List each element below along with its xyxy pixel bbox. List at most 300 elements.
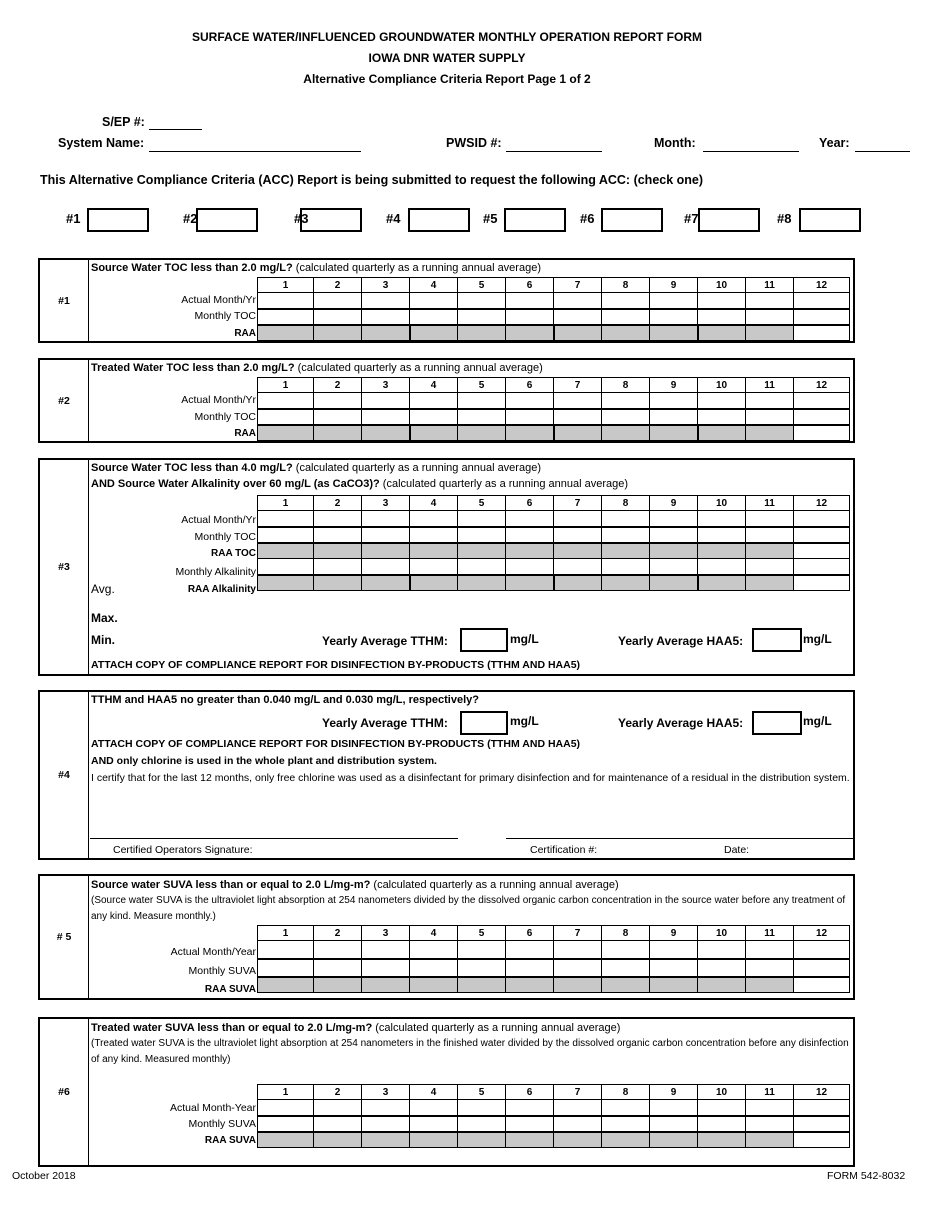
data-cell[interactable]	[746, 1116, 794, 1132]
grid-row	[258, 1100, 850, 1116]
data-cell[interactable]	[746, 293, 794, 309]
data-cell[interactable]	[650, 527, 698, 543]
raa-shaded-cell	[506, 425, 554, 441]
raa-shaded-cell	[314, 575, 362, 591]
signature-line[interactable]	[90, 837, 458, 839]
grid-row	[258, 575, 850, 591]
row-label: Monthly SUVA	[188, 1118, 256, 1130]
data-cell[interactable]	[410, 1116, 458, 1132]
data-cell[interactable]	[554, 511, 602, 527]
section-3-title	[91, 462, 541, 474]
haa5-input[interactable]	[752, 711, 802, 735]
data-cell[interactable]	[458, 409, 506, 425]
data-cell[interactable]	[554, 409, 602, 425]
page-title: Alternative Compliance Criteria Report Page 1 of 2	[303, 72, 591, 86]
raa-shaded-cell	[314, 325, 362, 341]
grid-row	[258, 977, 850, 993]
data-grid	[257, 377, 850, 441]
data-cell[interactable]	[458, 1100, 506, 1116]
data-cell[interactable]	[602, 293, 650, 309]
data-cell[interactable]	[258, 1100, 314, 1116]
data-cell[interactable]	[314, 293, 362, 309]
data-cell[interactable]	[650, 309, 698, 325]
row-label: Monthly SUVA	[188, 965, 256, 977]
data-cell[interactable]	[506, 409, 554, 425]
data-cell[interactable]	[410, 293, 458, 309]
raa-shaded-cell	[314, 977, 362, 993]
raa-shaded-cell	[258, 1132, 314, 1148]
month-header: 5	[458, 926, 506, 941]
data-cell[interactable]	[458, 1116, 506, 1132]
raa-shaded-cell	[698, 325, 746, 341]
data-cell[interactable]	[698, 1116, 746, 1132]
data-cell[interactable]	[258, 309, 314, 325]
data-cell[interactable]	[458, 941, 506, 959]
month-field[interactable]	[703, 150, 799, 152]
data-cell[interactable]	[794, 511, 850, 527]
month-header: 10	[698, 1085, 746, 1100]
raa-shaded-cell	[362, 543, 410, 559]
data-cell[interactable]	[314, 1116, 362, 1132]
row-label: RAA	[234, 328, 256, 339]
raa-shaded-cell	[650, 977, 698, 993]
data-cell[interactable]	[554, 393, 602, 409]
month-header: 3	[362, 278, 410, 293]
acc-option-8-label: #8	[777, 211, 792, 226]
data-cell[interactable]	[362, 409, 410, 425]
data-cell[interactable]	[410, 527, 458, 543]
acc-option-3-checkbox[interactable]	[300, 208, 362, 232]
grid-row	[258, 1116, 850, 1132]
data-cell[interactable]	[698, 941, 746, 959]
section-3	[38, 458, 855, 676]
raa-shaded-cell	[458, 977, 506, 993]
month-header: 7	[554, 278, 602, 293]
data-cell[interactable]	[258, 941, 314, 959]
month-label: Month:	[654, 136, 696, 150]
grid-row	[258, 941, 850, 959]
grid-row	[258, 1085, 850, 1100]
grid-row	[258, 278, 850, 293]
month-header: 11	[746, 378, 794, 393]
month-header: 12	[794, 378, 850, 393]
raa-shaded-cell	[602, 1132, 650, 1148]
raa-shaded-cell	[698, 977, 746, 993]
grid-row	[258, 293, 850, 309]
data-cell[interactable]	[314, 511, 362, 527]
data-cell[interactable]	[698, 293, 746, 309]
attach-note: ATTACH COPY OF COMPLIANCE REPORT FOR DISINFECTION BY-PRODUCTS (TTHM AND HAA5)	[91, 659, 581, 671]
data-cell[interactable]	[458, 393, 506, 409]
month-header: 2	[314, 278, 362, 293]
section-5-title-rest: (calculated quarterly as a running annual average)	[370, 879, 619, 891]
tthm-input[interactable]	[460, 628, 508, 652]
month-header: 3	[362, 926, 410, 941]
raa-shaded-cell	[698, 425, 746, 441]
data-cell[interactable]	[794, 1116, 850, 1132]
month-header: 4	[410, 278, 458, 293]
month-header: 12	[794, 496, 850, 511]
section-6-title-bold: Treated water SUVA less than or equal to 2.0 L/mg-m?	[91, 1022, 373, 1034]
grid-row	[258, 309, 850, 325]
section-6-number: #6	[40, 1019, 89, 1165]
raa-input-cell[interactable]	[794, 1132, 850, 1148]
acc-option-3-label: #3	[294, 211, 309, 226]
data-cell[interactable]	[602, 511, 650, 527]
data-cell[interactable]	[650, 1100, 698, 1116]
sep-label: S/EP #:	[102, 115, 145, 129]
raa-shaded-cell	[410, 325, 458, 341]
data-cell[interactable]	[650, 293, 698, 309]
data-cell[interactable]	[794, 527, 850, 543]
data-cell[interactable]	[602, 959, 650, 977]
data-cell[interactable]	[554, 1100, 602, 1116]
month-header: 8	[602, 496, 650, 511]
month-header: 11	[746, 1085, 794, 1100]
data-cell[interactable]	[314, 959, 362, 977]
data-cell[interactable]	[650, 941, 698, 959]
row-label: Actual Month/Year	[170, 946, 256, 958]
data-cell[interactable]	[362, 959, 410, 977]
data-cell[interactable]	[506, 527, 554, 543]
month-header: 6	[506, 278, 554, 293]
data-cell[interactable]	[554, 527, 602, 543]
raa-shaded-cell	[698, 1132, 746, 1148]
data-cell[interactable]	[602, 1100, 650, 1116]
section-6	[38, 1017, 855, 1167]
month-header: 7	[554, 926, 602, 941]
data-cell[interactable]	[602, 1116, 650, 1132]
raa-shaded-cell	[258, 325, 314, 341]
data-cell[interactable]	[362, 527, 410, 543]
acc-option-1-checkbox[interactable]	[87, 208, 149, 232]
acc-option-5-label: #5	[483, 211, 498, 226]
acc-option-4-checkbox[interactable]	[408, 208, 470, 232]
month-header: 11	[746, 496, 794, 511]
data-cell[interactable]	[314, 393, 362, 409]
data-cell[interactable]	[746, 941, 794, 959]
data-cell[interactable]	[506, 511, 554, 527]
data-cell[interactable]	[458, 293, 506, 309]
month-header: 8	[602, 378, 650, 393]
data-cell[interactable]	[506, 941, 554, 959]
data-cell[interactable]	[458, 559, 506, 575]
data-cell[interactable]	[794, 409, 850, 425]
data-cell[interactable]	[602, 559, 650, 575]
month-header: 5	[458, 1085, 506, 1100]
section-1-title-rest: (calculated quarterly as a running annual average)	[292, 262, 541, 274]
grid-row	[258, 511, 850, 527]
data-cell[interactable]	[410, 1100, 458, 1116]
acc-option-5-checkbox[interactable]	[504, 208, 566, 232]
section-2-number: #2	[40, 360, 89, 441]
data-cell[interactable]	[554, 1116, 602, 1132]
section-4-number: #4	[40, 692, 89, 858]
data-cell[interactable]	[258, 1116, 314, 1132]
data-cell[interactable]	[458, 527, 506, 543]
data-cell[interactable]	[258, 959, 314, 977]
raa-shaded-cell	[506, 1132, 554, 1148]
month-header: 12	[794, 1085, 850, 1100]
avg-label: Avg.	[91, 582, 115, 596]
raa-shaded-cell	[650, 543, 698, 559]
agency-title: IOWA DNR WATER SUPPLY	[368, 51, 526, 65]
data-cell[interactable]	[410, 309, 458, 325]
tthm-input[interactable]	[460, 711, 508, 735]
data-cell[interactable]	[458, 511, 506, 527]
raa-shaded-cell	[458, 543, 506, 559]
grid-row	[258, 559, 850, 575]
month-header: 1	[258, 926, 314, 941]
section-2	[38, 358, 855, 443]
month-header: 3	[362, 378, 410, 393]
acc-option-1-label: #1	[66, 211, 81, 226]
data-cell[interactable]	[506, 959, 554, 977]
grid-row	[258, 425, 850, 441]
data-cell[interactable]	[314, 309, 362, 325]
data-grid	[257, 1084, 850, 1148]
pwsid-field[interactable]	[506, 150, 602, 152]
section-4	[38, 690, 855, 860]
raa-input-cell[interactable]	[794, 575, 850, 591]
data-cell[interactable]	[698, 409, 746, 425]
data-cell[interactable]	[314, 1100, 362, 1116]
raa-input-cell[interactable]	[794, 325, 850, 341]
raa-shaded-cell	[746, 1132, 794, 1148]
data-cell[interactable]	[746, 1100, 794, 1116]
data-cell[interactable]	[506, 559, 554, 575]
data-cell[interactable]	[698, 1100, 746, 1116]
data-cell[interactable]	[650, 393, 698, 409]
date-label: Date:	[724, 844, 750, 856]
data-cell[interactable]	[698, 959, 746, 977]
data-cell[interactable]	[746, 409, 794, 425]
data-cell[interactable]	[410, 559, 458, 575]
raa-shaded-cell	[458, 1132, 506, 1148]
data-cell[interactable]	[362, 559, 410, 575]
section-5-title	[91, 879, 619, 891]
raa-shaded-cell	[458, 325, 506, 341]
section-6-title	[91, 1022, 620, 1034]
data-cell[interactable]	[794, 309, 850, 325]
section-6-title-rest: (calculated quarterly as a running annual average)	[372, 1022, 621, 1034]
data-cell[interactable]	[506, 309, 554, 325]
raa-shaded-cell	[554, 575, 602, 591]
data-cell[interactable]	[410, 941, 458, 959]
acc-request-text: This Alternative Compliance Criteria (ACC) Report is being submitted to request the following ACC: (check one)	[40, 173, 704, 187]
pwsid-label: PWSID #:	[446, 136, 502, 150]
system-name-field[interactable]	[149, 150, 361, 152]
row-label: Monthly TOC	[194, 531, 256, 543]
data-cell[interactable]	[698, 559, 746, 575]
data-cell[interactable]	[602, 527, 650, 543]
tthm-unit: mg/L	[510, 632, 539, 646]
raa-shaded-cell	[602, 325, 650, 341]
data-cell[interactable]	[794, 941, 850, 959]
data-cell[interactable]	[258, 393, 314, 409]
section-3-title-2	[91, 478, 628, 490]
acc-option-7-checkbox[interactable]	[698, 208, 760, 232]
row-label: RAA SUVA	[204, 984, 256, 995]
data-cell[interactable]	[746, 511, 794, 527]
data-cell[interactable]	[458, 309, 506, 325]
data-cell[interactable]	[698, 527, 746, 543]
data-cell[interactable]	[554, 959, 602, 977]
haa5-input[interactable]	[752, 628, 802, 652]
data-cell[interactable]	[258, 511, 314, 527]
raa-shaded-cell	[258, 543, 314, 559]
grid-row	[258, 1132, 850, 1148]
sep-field[interactable]	[149, 128, 202, 130]
grid-row	[258, 496, 850, 511]
month-header: 5	[458, 496, 506, 511]
data-cell[interactable]	[362, 1100, 410, 1116]
row-label: RAA SUVA	[204, 1135, 256, 1146]
section-1-title-bold: Source Water TOC less than 2.0 mg/L?	[91, 262, 293, 274]
grid-row	[258, 959, 850, 977]
data-cell[interactable]	[362, 309, 410, 325]
data-cell[interactable]	[746, 959, 794, 977]
data-cell[interactable]	[746, 393, 794, 409]
haa5-unit: mg/L	[803, 714, 832, 728]
month-header: 6	[506, 1085, 554, 1100]
data-cell[interactable]	[314, 409, 362, 425]
data-cell[interactable]	[506, 393, 554, 409]
raa-shaded-cell	[362, 1132, 410, 1148]
data-cell[interactable]	[602, 309, 650, 325]
data-cell[interactable]	[554, 941, 602, 959]
raa-input-cell[interactable]	[794, 977, 850, 993]
data-cell[interactable]	[650, 409, 698, 425]
data-cell[interactable]	[410, 393, 458, 409]
raa-shaded-cell	[602, 575, 650, 591]
data-cell[interactable]	[794, 1100, 850, 1116]
data-cell[interactable]	[258, 409, 314, 425]
data-cell[interactable]	[794, 559, 850, 575]
raa-shaded-cell	[602, 977, 650, 993]
data-cell[interactable]	[602, 941, 650, 959]
data-cell[interactable]	[794, 959, 850, 977]
section-2-title-rest: (calculated quarterly as a running annual average)	[294, 362, 543, 374]
data-cell[interactable]	[362, 941, 410, 959]
month-header: 10	[698, 278, 746, 293]
month-header: 9	[650, 378, 698, 393]
raa-shaded-cell	[650, 575, 698, 591]
data-cell[interactable]	[698, 511, 746, 527]
month-header: 7	[554, 496, 602, 511]
footer-date: October 2018	[12, 1170, 76, 1182]
haa5-label: Yearly Average HAA5:	[618, 716, 744, 730]
month-header: 2	[314, 1085, 362, 1100]
data-cell[interactable]	[410, 409, 458, 425]
month-header: 10	[698, 926, 746, 941]
data-cell[interactable]	[362, 393, 410, 409]
data-cell[interactable]	[746, 309, 794, 325]
data-cell[interactable]	[794, 293, 850, 309]
data-cell[interactable]	[258, 527, 314, 543]
system-name-label: System Name:	[58, 136, 145, 150]
form-number: FORM 542-8032	[827, 1170, 906, 1182]
data-cell[interactable]	[258, 293, 314, 309]
data-cell[interactable]	[258, 559, 314, 575]
data-cell[interactable]	[602, 409, 650, 425]
data-cell[interactable]	[746, 559, 794, 575]
data-cell[interactable]	[650, 511, 698, 527]
certification-line[interactable]	[506, 837, 855, 839]
data-cell[interactable]	[506, 1100, 554, 1116]
acc-option-8-checkbox[interactable]	[799, 208, 861, 232]
month-header: 1	[258, 496, 314, 511]
raa-shaded-cell	[314, 543, 362, 559]
data-cell[interactable]	[362, 1116, 410, 1132]
data-cell[interactable]	[554, 293, 602, 309]
data-cell[interactable]	[794, 393, 850, 409]
data-cell[interactable]	[362, 293, 410, 309]
acc-option-6-checkbox[interactable]	[601, 208, 663, 232]
row-label: RAA	[234, 428, 256, 439]
section-5-title-bold: Source water SUVA less than or equal to 2.0 L/mg-m?	[91, 879, 371, 891]
raa-shaded-cell	[554, 1132, 602, 1148]
data-cell[interactable]	[314, 941, 362, 959]
data-cell[interactable]	[602, 393, 650, 409]
data-cell[interactable]	[458, 959, 506, 977]
raa-input-cell[interactable]	[794, 425, 850, 441]
data-cell[interactable]	[746, 527, 794, 543]
row-label: Actual Month-Year	[170, 1102, 256, 1114]
data-cell[interactable]	[554, 559, 602, 575]
data-cell[interactable]	[650, 559, 698, 575]
raa-shaded-cell	[410, 425, 458, 441]
acc-option-2-checkbox[interactable]	[196, 208, 258, 232]
data-cell[interactable]	[362, 511, 410, 527]
raa-shaded-cell	[698, 543, 746, 559]
data-grid	[257, 277, 850, 341]
data-cell[interactable]	[698, 309, 746, 325]
grid-row	[258, 543, 850, 559]
raa-shaded-cell	[554, 543, 602, 559]
raa-shaded-cell	[746, 325, 794, 341]
month-header: 3	[362, 1085, 410, 1100]
row-label: Actual Month/Yr	[181, 294, 256, 306]
raa-shaded-cell	[410, 543, 458, 559]
raa-shaded-cell	[362, 977, 410, 993]
data-cell[interactable]	[506, 293, 554, 309]
raa-shaded-cell	[506, 575, 554, 591]
data-cell[interactable]	[410, 959, 458, 977]
raa-shaded-cell	[746, 977, 794, 993]
data-cell[interactable]	[410, 511, 458, 527]
year-field[interactable]	[855, 150, 910, 152]
data-cell[interactable]	[698, 393, 746, 409]
section-5-note: (Source water SUVA is the ultraviolet light absorption at 254 nanometers divided by the dissolved organic carbon concentration in the source water before any treatment of any kind. Measure monthly.)	[91, 895, 846, 922]
month-header: 12	[794, 926, 850, 941]
data-cell[interactable]	[506, 1116, 554, 1132]
month-header: 9	[650, 496, 698, 511]
raa-shaded-cell	[258, 425, 314, 441]
raa-shaded-cell	[362, 575, 410, 591]
raa-input-cell[interactable]	[794, 543, 850, 559]
tthm-unit: mg/L	[510, 714, 539, 728]
data-cell[interactable]	[314, 527, 362, 543]
data-cell[interactable]	[650, 959, 698, 977]
data-grid	[257, 925, 850, 993]
data-cell[interactable]	[650, 1116, 698, 1132]
raa-shaded-cell	[650, 1132, 698, 1148]
data-cell[interactable]	[314, 559, 362, 575]
section-2-title	[91, 362, 543, 374]
section-1	[38, 258, 855, 343]
data-cell[interactable]	[554, 309, 602, 325]
